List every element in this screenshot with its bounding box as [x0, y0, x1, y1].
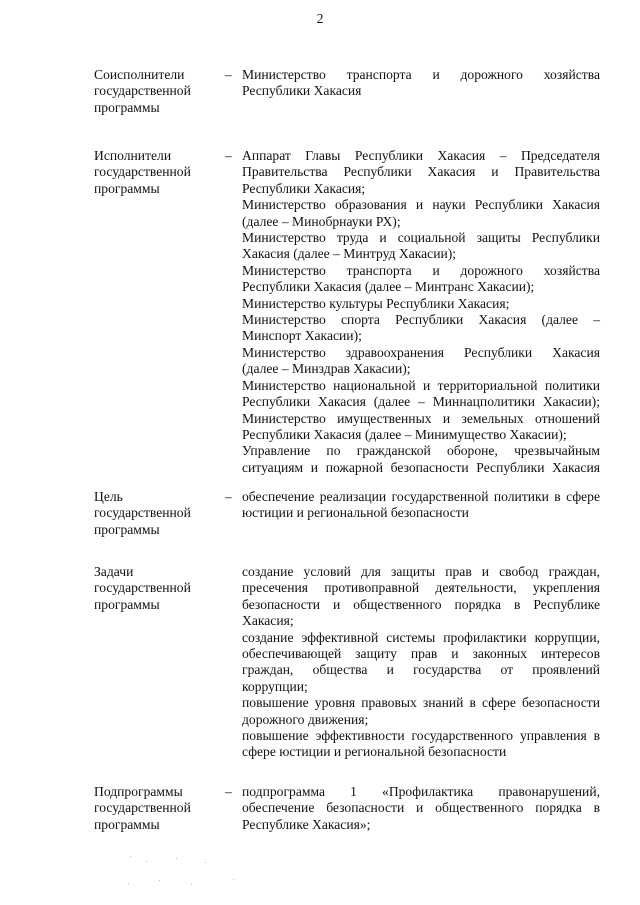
content-line: Министерство здравоохранения Республики Хакасия [242, 344, 600, 360]
content-line: повышение уровня правовых знаний в сфере безопасности [242, 695, 600, 711]
content-line: Правительства Республики Хакасия и Правительства [242, 164, 600, 180]
content-line: безопасности и общественного порядка в Республике [242, 596, 600, 612]
content-line: Республики Хакасия [242, 83, 362, 99]
content-line: ситуациям и пожарной безопасности Республики Хакасия [242, 459, 600, 475]
content-line: Министерство образования и науки Республики Хакасия [242, 197, 600, 213]
content-line: (далее – Минобрнауки РХ); [242, 213, 401, 229]
content-line: Министерство национальной и территориальной политики [242, 377, 600, 393]
content-line: пресечения противоправной деятельности, укрепления [242, 580, 600, 596]
content-line: сфере юстиции и региональной безопасности [242, 744, 507, 760]
content-line: повышение эффективности государственного управления в [242, 728, 600, 744]
section-label: Подпрограммы государственной программы [94, 784, 191, 832]
content-line: Аппарат Главы Республики Хакасия – Председателя [242, 148, 600, 163]
content-line: Министерство транспорта и дорожного хозяйства [242, 262, 600, 278]
content-line: Управление по гражданской обороне, чрезвычайным [242, 443, 600, 459]
content-line: Республике Хакасия»; [242, 816, 371, 832]
section-label: Исполнители государственной программы [94, 148, 191, 196]
section-label: Задачи государственной программы [94, 564, 191, 612]
content-line: создание условий для защиты прав и свобод граждан, [242, 564, 600, 579]
content-line: Республики Хакасия (далее – Минимущество Хакасии); [242, 426, 567, 442]
section-content [242, 67, 600, 100]
section-content [242, 489, 600, 522]
content-line: Министерство труда и социальной защиты Республики [242, 230, 600, 246]
content-line: Хакасия; [242, 613, 294, 629]
section-dash: – [225, 148, 232, 163]
content-line: обеспечение реализации государственной политики в сфере [242, 489, 600, 504]
section-content [242, 784, 600, 833]
content-line: обеспечение безопасности и общественного порядка в [242, 800, 600, 816]
section-dash: – [225, 784, 232, 799]
page-number: 2 [316, 11, 324, 26]
content-line: юстиции и региональной безопасности [242, 505, 469, 521]
content-line: Хакасия (далее – Минтруд Хакасии); [242, 246, 457, 262]
content-line: коррупции; [242, 678, 308, 694]
content-line: создание эффективной системы профилактики коррупции, [242, 629, 600, 645]
content-line: Республики Хакасия; [242, 180, 366, 196]
content-line: граждан, общества и государства от проявлений [242, 662, 600, 678]
section-content [242, 564, 600, 761]
content-line: Министерство спорта Республики Хакасия (далее – [242, 312, 600, 328]
section-dash: – [225, 67, 232, 82]
content-line: Республики Хакасия (далее – Минтранс Хакасии); [242, 279, 535, 295]
content-line: обеспечивающей защиту прав и законных интересов [242, 646, 600, 662]
section-content [242, 148, 600, 476]
section-label: Соисполнители государственной программы [94, 67, 191, 115]
content-line: подпрограмма 1 «Профилактика правонарушений, [242, 784, 600, 799]
content-line: Республики Хакасия (далее – Миннацполитики Хакасии); [242, 394, 600, 410]
content-line: Минспорт Хакасии); [242, 328, 362, 344]
content-line: Министерство транспорта и дорожного хозяйства [242, 67, 600, 82]
content-line: Министерство культуры Республики Хакасия; [242, 295, 510, 311]
content-line: Министерство имущественных и земельных отношений [242, 410, 600, 426]
content-line: дорожного движения; [242, 711, 369, 727]
section-dash: – [225, 489, 232, 504]
section-label: Цель государственной программы [94, 489, 191, 537]
content-line: (далее – Минздрав Хакасии); [242, 361, 411, 377]
